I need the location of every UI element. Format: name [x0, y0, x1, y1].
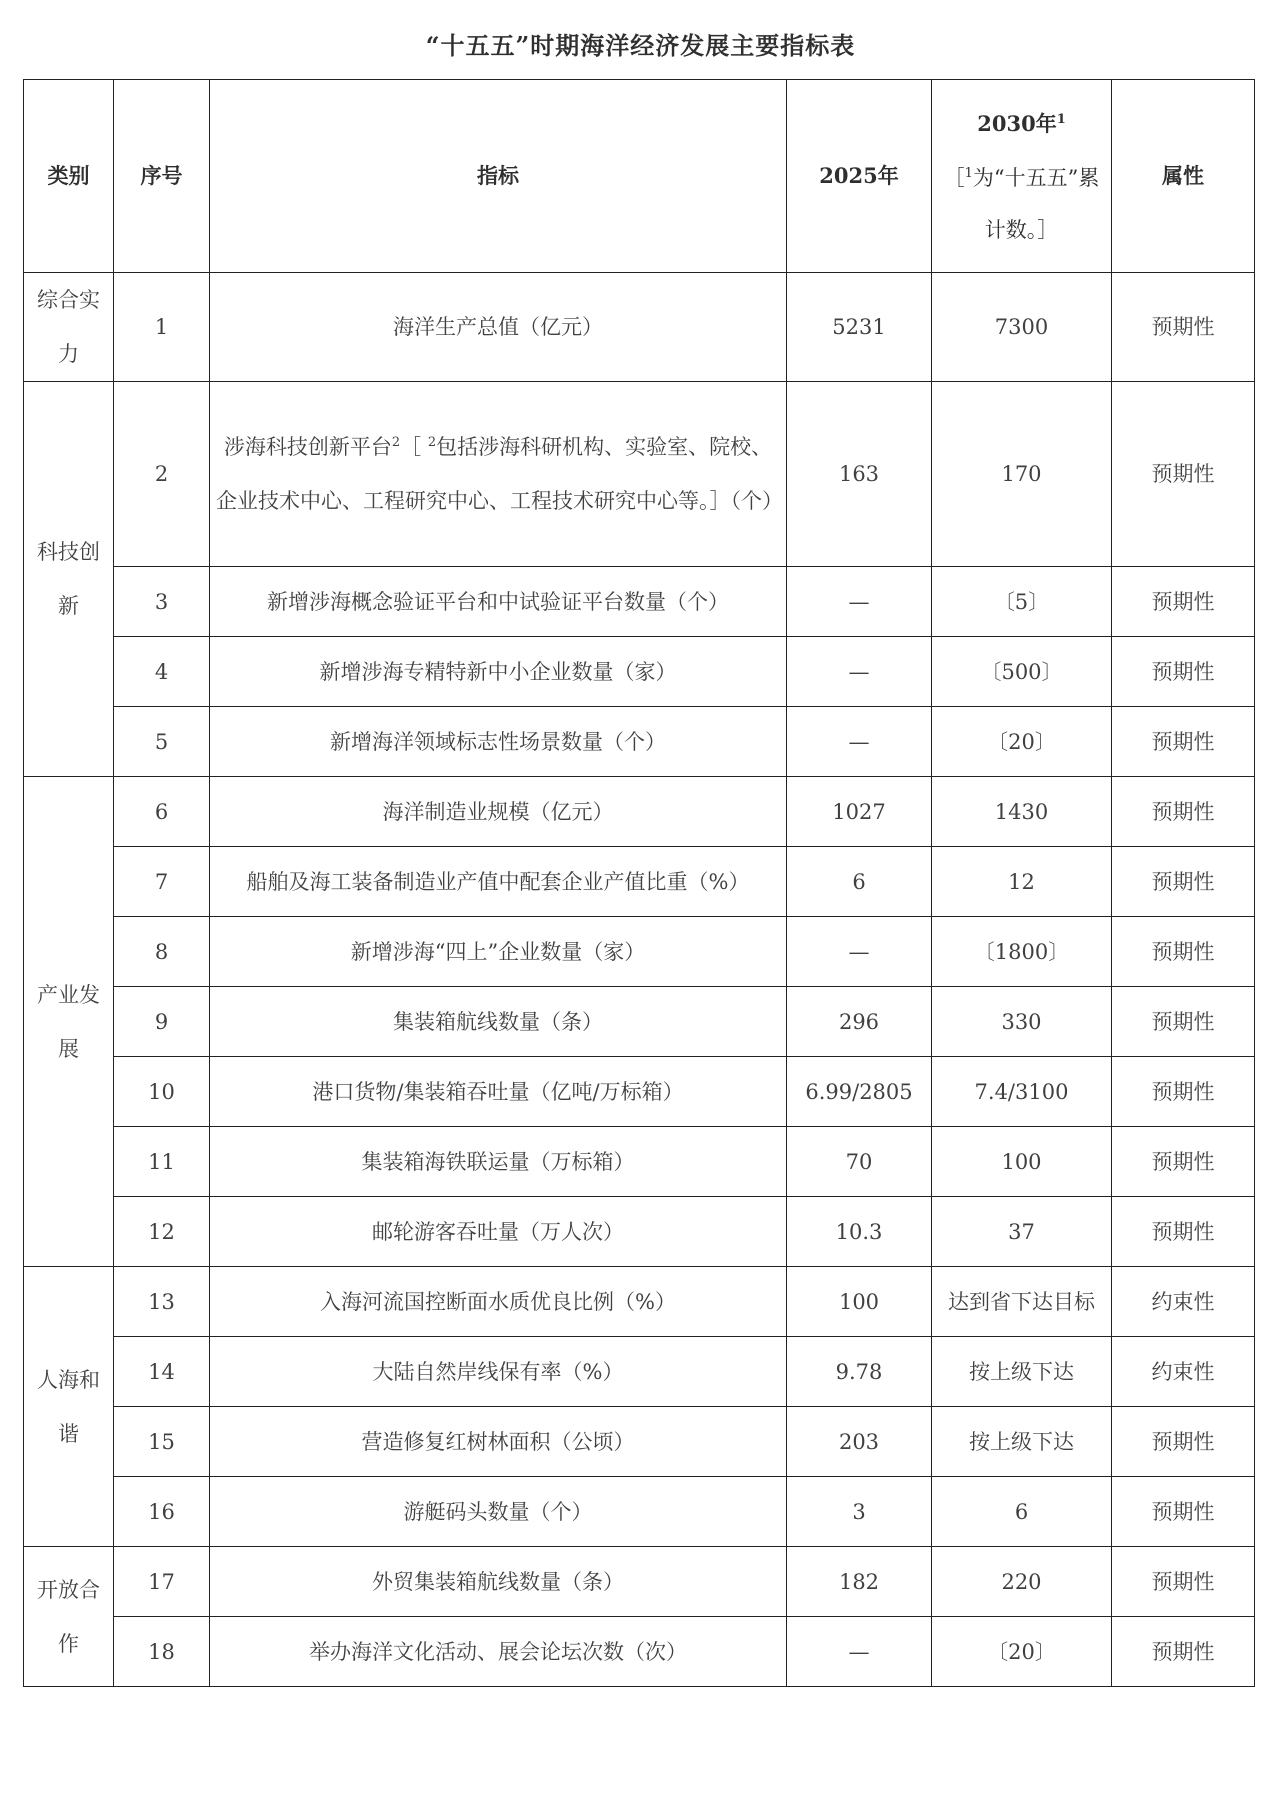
indicator-cell: 外贸集装箱航线数量（条）	[210, 1547, 787, 1617]
table-row	[24, 847, 1255, 917]
table-row	[24, 1407, 1255, 1477]
value-2030-cell: 1430	[932, 777, 1112, 847]
attr-cell: 预期性	[1112, 1197, 1255, 1267]
seq-cell: 14	[114, 1337, 210, 1407]
attr-cell: 预期性	[1112, 567, 1255, 637]
value-2030-cell: 7.4/3100	[932, 1057, 1112, 1127]
header-attr: 属性	[1112, 80, 1255, 273]
seq-cell: 3	[114, 567, 210, 637]
indicator-cell: 新增海洋领域标志性场景数量（个）	[210, 707, 787, 777]
attr-cell: 预期性	[1112, 637, 1255, 707]
indicator-cell: 新增涉海概念验证平台和中试验证平台数量（个）	[210, 567, 787, 637]
value-2030-cell: 6	[932, 1477, 1112, 1547]
header-2030	[932, 80, 1112, 273]
attr-cell: 预期性	[1112, 1477, 1255, 1547]
seq-cell: 2	[114, 382, 210, 567]
value-2025-cell: 70	[787, 1127, 932, 1197]
indicator-cell: 邮轮游客吞吐量（万人次）	[210, 1197, 787, 1267]
indicator-cell: 海洋生产总值（亿元）	[210, 273, 787, 382]
value-2025-cell: 163	[787, 382, 932, 567]
header-2030-note-text: 为“十五五”累计数。］	[972, 166, 1100, 242]
seq-cell: 9	[114, 987, 210, 1057]
value-2025-cell: —	[787, 917, 932, 987]
seq-cell: 15	[114, 1407, 210, 1477]
seq-cell: 16	[114, 1477, 210, 1547]
header-category: 类别	[24, 80, 114, 273]
indicator-cell: 集装箱海铁联运量（万标箱）	[210, 1127, 787, 1197]
table-row	[24, 777, 1255, 847]
value-2025-cell: 203	[787, 1407, 932, 1477]
value-2025-cell: —	[787, 567, 932, 637]
table-row	[24, 637, 1255, 707]
note-mark: 2	[427, 435, 437, 450]
table-row	[24, 1127, 1255, 1197]
table-row	[24, 1267, 1255, 1337]
indicator-cell: 船舶及海工装备制造业产值中配套企业产值比重（%）	[210, 847, 787, 917]
header-2030-note-mark: 1	[964, 166, 973, 181]
value-2025-cell: 1027	[787, 777, 932, 847]
attr-cell: 约束性	[1112, 1267, 1255, 1337]
header-2030-footnote-mark: 1	[1056, 112, 1066, 127]
indicator-cell: 集装箱航线数量（条）	[210, 987, 787, 1057]
value-2025-cell: 182	[787, 1547, 932, 1617]
table-row	[24, 707, 1255, 777]
value-2025-cell: 3	[787, 1477, 932, 1547]
seq-cell: 13	[114, 1267, 210, 1337]
table-row	[24, 1057, 1255, 1127]
header-2025: 2025年	[787, 80, 932, 273]
value-2030-cell: 170	[932, 382, 1112, 567]
value-2025-cell: 9.78	[787, 1337, 932, 1407]
table-row	[24, 1337, 1255, 1407]
indicator-cell: 游艇码头数量（个）	[210, 1477, 787, 1547]
attr-cell: 预期性	[1112, 273, 1255, 382]
table-row	[24, 567, 1255, 637]
note-text: 包括涉海科研机构、实验室、院校、企业技术中心、工程研究中心、工程技术研究中心等。］（个）	[216, 435, 783, 513]
attr-cell: 约束性	[1112, 1337, 1255, 1407]
table-row	[24, 1197, 1255, 1267]
table-row	[24, 1617, 1255, 1687]
category-cell: 产业发展	[24, 777, 114, 1267]
table-row	[24, 987, 1255, 1057]
seq-cell: 11	[114, 1127, 210, 1197]
table-row	[24, 273, 1255, 382]
seq-cell: 12	[114, 1197, 210, 1267]
indicator-cell: 海洋制造业规模（亿元）	[210, 777, 787, 847]
category-cell: 开放合作	[24, 1547, 114, 1687]
value-2030-cell: 7300	[932, 273, 1112, 382]
category-cell: 综合实力	[24, 273, 114, 382]
attr-cell: 预期性	[1112, 1127, 1255, 1197]
value-2030-cell: 〔1800〕	[932, 917, 1112, 987]
value-2030-cell: 〔500〕	[932, 637, 1112, 707]
value-2025-cell: 296	[787, 987, 932, 1057]
header-2030-note	[938, 152, 1105, 256]
category-cell: 人海和谐	[24, 1267, 114, 1547]
seq-cell: 8	[114, 917, 210, 987]
indicator-cell: 大陆自然岸线保有率（%）	[210, 1337, 787, 1407]
indicator-cell: 举办海洋文化活动、展会论坛次数（次）	[210, 1617, 787, 1687]
indicator-table	[23, 79, 1255, 1687]
seq-cell: 18	[114, 1617, 210, 1687]
note-open: ［	[400, 435, 422, 459]
value-2025-cell: 100	[787, 1267, 932, 1337]
header-row	[24, 80, 1255, 273]
attr-cell: 预期性	[1112, 1617, 1255, 1687]
value-2025-cell: —	[787, 1617, 932, 1687]
attr-cell: 预期性	[1112, 847, 1255, 917]
seq-cell: 1	[114, 273, 210, 382]
header-seq: 序号	[114, 80, 210, 273]
value-2030-cell: 〔20〕	[932, 1617, 1112, 1687]
seq-cell: 7	[114, 847, 210, 917]
attr-cell: 预期性	[1112, 917, 1255, 987]
header-2030-label: 2030年	[977, 111, 1057, 136]
attr-cell: 预期性	[1112, 382, 1255, 567]
seq-cell: 6	[114, 777, 210, 847]
value-2030-cell: 12	[932, 847, 1112, 917]
table-row	[24, 917, 1255, 987]
footnote-mark: 2	[391, 435, 401, 450]
seq-cell: 5	[114, 707, 210, 777]
value-2030-cell: 330	[932, 987, 1112, 1057]
value-2030-cell: 〔5〕	[932, 567, 1112, 637]
value-2030-cell: 37	[932, 1197, 1112, 1267]
attr-cell: 预期性	[1112, 777, 1255, 847]
seq-cell: 17	[114, 1547, 210, 1617]
indicator-cell: 营造修复红树林面积（公顷）	[210, 1407, 787, 1477]
value-2025-cell: —	[787, 707, 932, 777]
header-2030-year	[938, 96, 1105, 152]
attr-cell: 预期性	[1112, 1407, 1255, 1477]
attr-cell: 预期性	[1112, 1057, 1255, 1127]
value-2030-cell: 按上级下达	[932, 1407, 1112, 1477]
value-2030-cell: 220	[932, 1547, 1112, 1617]
indicator-cell: 入海河流国控断面水质优良比例（%）	[210, 1267, 787, 1337]
table-title: “十五五”时期海洋经济发展主要指标表	[425, 31, 856, 60]
attr-cell: 预期性	[1112, 1547, 1255, 1617]
value-2030-cell: 100	[932, 1127, 1112, 1197]
seq-cell: 4	[114, 637, 210, 707]
value-2025-cell: —	[787, 637, 932, 707]
header-2030-note-open: ［	[943, 166, 965, 190]
table-row	[24, 1477, 1255, 1547]
value-2030-cell: 达到省下达目标	[932, 1267, 1112, 1337]
header-indicator: 指标	[210, 80, 787, 273]
indicator-cell	[210, 382, 787, 567]
table-row	[24, 1547, 1255, 1617]
attr-cell: 预期性	[1112, 987, 1255, 1057]
value-2030-cell: 〔20〕	[932, 707, 1112, 777]
indicator-text: 涉海科技创新平台	[223, 435, 392, 459]
table-row	[24, 382, 1255, 567]
indicator-cell: 港口货物/集装箱吞吐量（亿吨/万标箱）	[210, 1057, 787, 1127]
indicator-cell: 新增涉海“四上”企业数量（家）	[210, 917, 787, 987]
seq-cell: 10	[114, 1057, 210, 1127]
value-2030-cell: 按上级下达	[932, 1337, 1112, 1407]
value-2025-cell: 5231	[787, 273, 932, 382]
value-2025-cell: 10.3	[787, 1197, 932, 1267]
attr-cell: 预期性	[1112, 707, 1255, 777]
category-cell: 科技创新	[24, 382, 114, 777]
value-2025-cell: 6	[787, 847, 932, 917]
value-2025-cell: 6.99/2805	[787, 1057, 932, 1127]
indicator-cell: 新增涉海专精特新中小企业数量（家）	[210, 637, 787, 707]
